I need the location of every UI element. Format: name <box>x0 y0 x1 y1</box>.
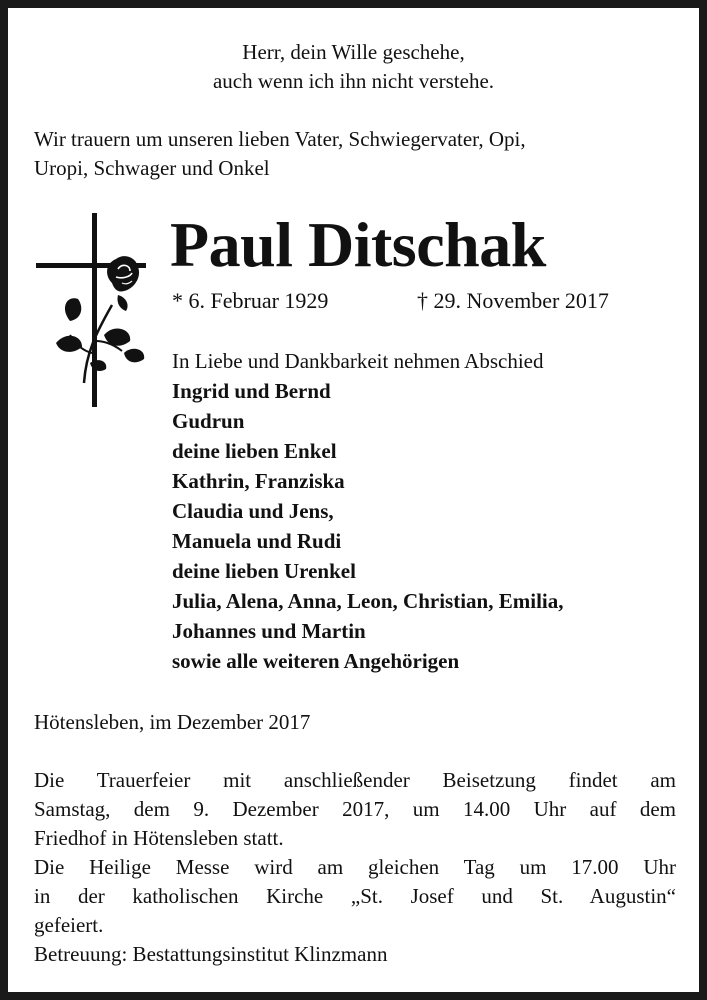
intro-line: Uropi, Schwager und Onkel <box>34 156 270 180</box>
funeral-line: gefeiert. <box>34 913 104 937</box>
mourner-line: Kathrin, Franziska <box>172 469 345 493</box>
mourner-line: deine lieben Enkel <box>172 439 337 463</box>
mourners-lead: In Liebe und Dankbarkeit nehmen Abschied <box>172 349 544 373</box>
mourner-line: deine lieben Urenkel <box>172 559 356 583</box>
funeral-line: Samstag, dem 9. Dezember 2017, um 14.00 Uhr auf dem <box>34 797 676 821</box>
funeral-details <box>34 766 676 969</box>
motto-line: Herr, dein Wille geschehe, <box>242 40 465 64</box>
deceased-name: Paul Ditschak <box>170 209 546 280</box>
mourner-line: Julia, Alena, Anna, Leon, Christian, Emilia, <box>172 589 564 613</box>
mourner-line: Johannes und Martin <box>172 619 366 643</box>
funeral-line: Die Heilige Messe wird am gleichen Tag um 17.00 Uhr <box>34 855 676 879</box>
mourner-line: Manuela und Rudi <box>172 529 342 553</box>
death-date: † 29. November 2017 <box>417 288 609 313</box>
intro-text <box>34 125 526 183</box>
funeral-line: in der katholischen Kirche „St. Josef und St. Augustin“ <box>34 884 676 908</box>
funeral-line: Die Trauerfeier mit anschließender Beisetzung findet am <box>34 768 676 792</box>
place-and-date: Hötensleben, im Dezember 2017 <box>34 710 311 734</box>
mourner-line: Gudrun <box>172 409 245 433</box>
funeral-line: Friedhof in Hötensleben statt. <box>34 826 284 850</box>
mourner-line: Claudia und Jens, <box>172 499 334 523</box>
intro-line: Wir trauern um unseren lieben Vater, Schwiegervater, Opi, <box>34 127 526 151</box>
mourners-list <box>172 346 564 676</box>
cross-with-rose-icon <box>26 213 146 407</box>
mourner-line: sowie alle weiteren Angehörigen <box>172 649 460 673</box>
motto <box>8 38 699 96</box>
motto-line: auch wenn ich ihn nicht verstehe. <box>212 69 495 93</box>
birth-date: * 6. Februar 1929 <box>172 288 329 313</box>
mourner-line: Ingrid und Bernd <box>172 379 331 403</box>
undertaker-line: Betreuung: Bestattungsinstitut Klinzmann <box>34 942 388 966</box>
